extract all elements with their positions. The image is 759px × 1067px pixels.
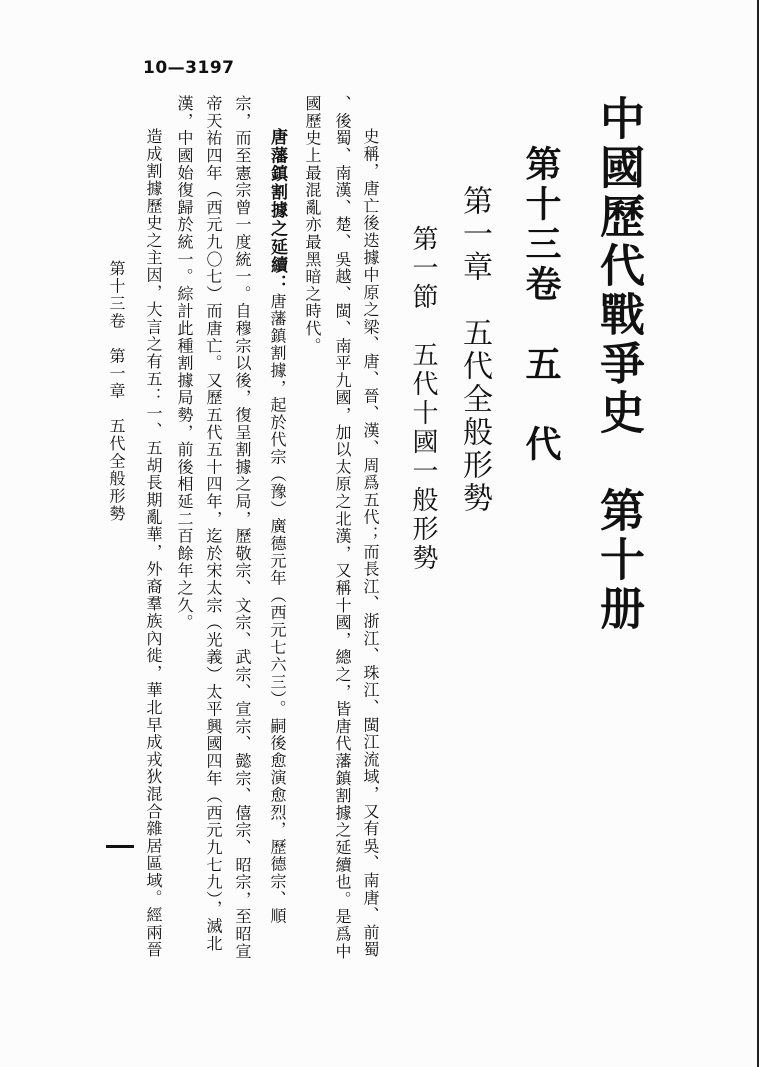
paragraph-2-line-1 <box>268 128 285 925</box>
paragraph-1-line-2: 、後蜀、南漢、楚、吳越、閩、南平九國，加以太原之北漢，又稱十國，總之，皆唐代藩鎮割據之延續也。是爲中 <box>333 95 352 960</box>
paragraph-2-title: 唐藩鎮割據之延續： <box>267 128 287 293</box>
paragraph-2-line-4: 漢，中國始復歸於統一。綜計此種割據局勢，前後相延二百餘年之久。 <box>175 95 194 632</box>
book-title: 中國歷代戰爭史 第十册 <box>592 95 645 634</box>
page-number <box>106 845 134 848</box>
paragraph-2-line-3: 帝天祐四年（西元九〇七）而唐亡。又歷五代五十四年，迄於宋太宗（光義）太平興國四年（西元九七九），滅北 <box>204 95 223 952</box>
paragraph-2-text: 唐藩鎮割據，起於代宗（豫）廣德元年（西元七六三）。嗣後愈演愈烈，歷德宗、順 <box>268 292 287 925</box>
paragraph-3-line-1: 造成割據歷史之主因，大言之有五：一、五胡長期亂華，外裔羣族內徙，華北早成戎狄混合雜居區域。經兩晉 <box>144 128 163 959</box>
paragraph-1-line-3: 國歷史上最混亂亦最黑暗之時代。 <box>303 95 322 355</box>
page-code: 10—3197 <box>143 58 235 78</box>
volume-title: 第十三卷 五 代 <box>520 145 562 465</box>
running-footer-title: 第十三卷 第一章 五代全般形勢 <box>107 260 126 523</box>
paragraph-2-line-2: 宗，而至憲宗曾一度統一。自穆宗以後，復呈割據之局，歷敬宗、文宗、武宗、宣宗、懿宗、僖宗、昭宗，至昭宣 <box>233 95 252 960</box>
paragraph-1-line-1: 史稱，唐亡後迭據中原之梁、唐、晉、漢、周爲五代；而長江、浙江、珠江、閩江流域，又有吳、南唐、前蜀 <box>361 128 380 959</box>
section-title: 第一節 五代十國一般形勢 <box>408 225 438 573</box>
page-number-text <box>106 845 107 846</box>
chapter-title: 第一章 五代全般形勢 <box>457 185 492 515</box>
